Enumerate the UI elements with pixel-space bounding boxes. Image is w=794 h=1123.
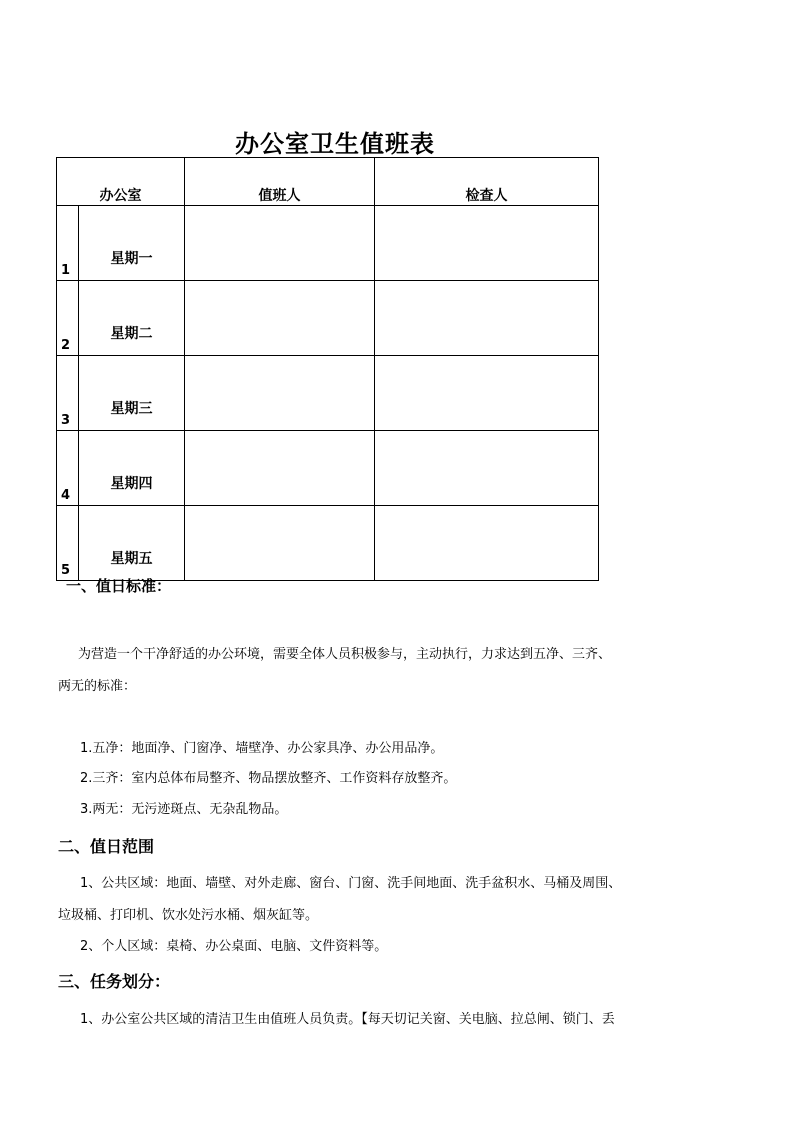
duty-cell[interactable] — [185, 431, 375, 506]
inspector-cell[interactable] — [375, 356, 599, 431]
scope-item: 2、个人区域：桌椅、办公桌面、电脑、文件资料等。 — [80, 939, 388, 954]
table-row — [57, 431, 599, 506]
section3-heading: 三、任务划分： — [58, 972, 171, 991]
row-day: 星期五 — [79, 506, 185, 581]
duty-cell[interactable] — [185, 356, 375, 431]
table-row — [57, 206, 599, 281]
inspector-cell[interactable] — [375, 506, 599, 581]
row-day: 星期三 — [79, 356, 185, 431]
task-item: 1、办公室公共区域的清洁卫生由值班人员负责。【每天切记关窗、关电脑、拉总闸、锁门、丢 — [80, 1012, 615, 1027]
section1-intro-line2: 两无的标准： — [58, 679, 137, 694]
row-day: 星期一 — [79, 206, 185, 281]
row-number: 4 — [57, 431, 79, 506]
section1-intro-line1: 为营造一个干净舒适的办公环境，需要全体人员积极参与，主动执行，力求达到五净、三齐、 — [78, 647, 612, 662]
row-number: 1 — [57, 206, 79, 281]
row-day: 星期二 — [79, 281, 185, 356]
header-office: 办公室 — [57, 158, 185, 206]
table-header-row — [57, 158, 599, 206]
row-number: 3 — [57, 356, 79, 431]
row-day: 星期四 — [79, 431, 185, 506]
standard-item: 3.两无：无污迹斑点、无杂乱物品。 — [80, 802, 288, 817]
inspector-cell[interactable] — [375, 431, 599, 506]
duty-table — [56, 157, 599, 581]
standard-item: 2.三齐：室内总体布局整齐、物品摆放整齐、工作资料存放整齐。 — [80, 771, 457, 786]
standard-item: 1.五净：地面净、门窗净、墙壁净、办公家具净、办公用品净。 — [80, 741, 444, 756]
header-inspector: 检查人 — [375, 158, 599, 206]
table-row — [57, 281, 599, 356]
page-title: 办公室卫生值班表 — [235, 129, 435, 158]
row-number: 2 — [57, 281, 79, 356]
table-row — [57, 506, 599, 581]
row-number: 5 — [57, 506, 79, 581]
duty-cell[interactable] — [185, 206, 375, 281]
duty-cell[interactable] — [185, 281, 375, 356]
duty-cell[interactable] — [185, 506, 375, 581]
scope-item-line1: 1、公共区域：地面、墙壁、对外走廊、窗台、门窗、洗手间地面、洗手盆积水、马桶及周围、 — [80, 876, 622, 891]
scope-item-line2: 垃圾桶、打印机、饮水处污水桶、烟灰缸等。 — [58, 908, 319, 923]
header-duty-person: 值班人 — [185, 158, 375, 206]
inspector-cell[interactable] — [375, 281, 599, 356]
section2-heading: 二、值日范围 — [58, 837, 155, 856]
table-row — [57, 356, 599, 431]
inspector-cell[interactable] — [375, 206, 599, 281]
section1-heading: 一、值日标准： — [66, 577, 172, 595]
